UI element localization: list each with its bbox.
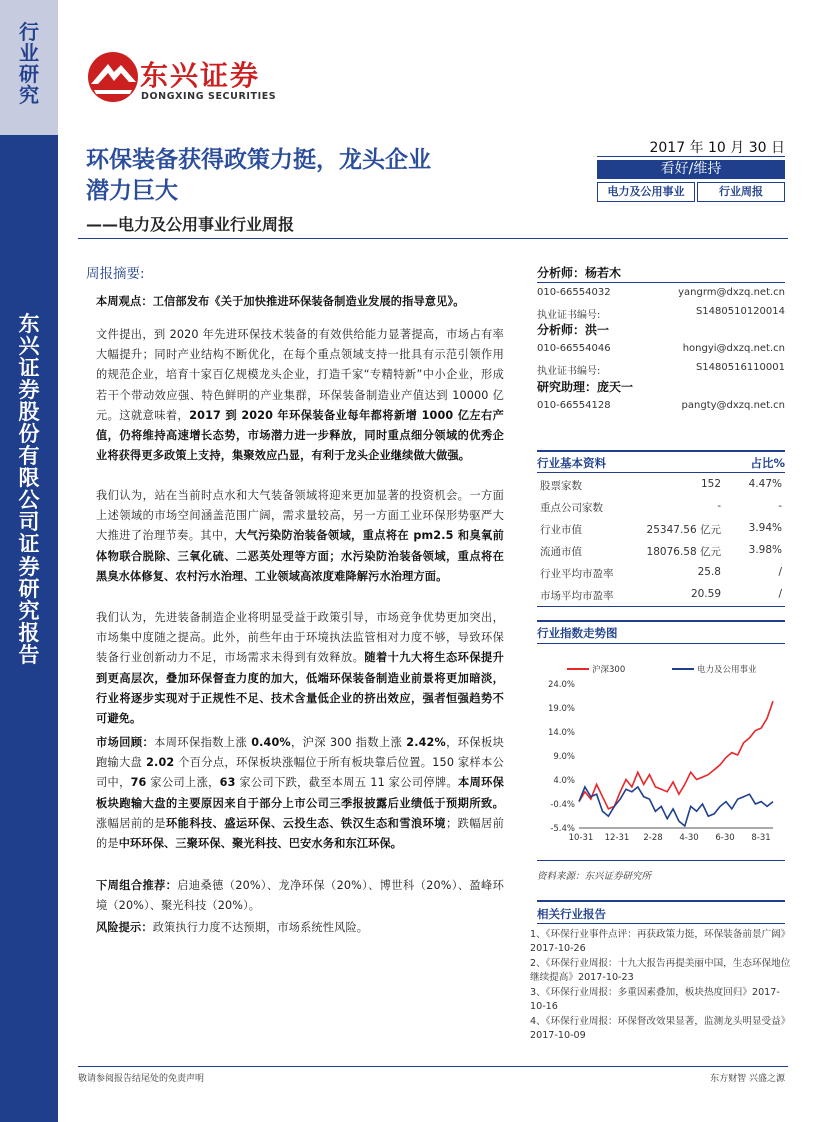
x-tick-label: 10-31	[568, 833, 594, 843]
paragraph-risk	[96, 918, 504, 938]
analyst-2-phone: 010-66554046	[537, 343, 611, 354]
view-label: 本周观点：	[96, 295, 153, 308]
review-hs300-change: 2.42%	[406, 736, 446, 749]
row-pct: -	[778, 500, 782, 512]
view-text: 工信部发布《关于加快推进环保装备制造业发展的指导意见》。	[152, 295, 465, 308]
logo-chinese-name: 东兴证券	[140, 59, 261, 92]
sidebar-char: 究	[19, 83, 39, 107]
review-gap: 2.02	[146, 756, 175, 770]
analyst-2-cert-label: 执业证书编号:	[537, 366, 601, 377]
sidebar-char: 业	[19, 41, 39, 65]
related-title: 相关行业报告	[537, 907, 606, 921]
related-report-3[interactable]: 3、《环保行业周报：多重因素叠加，板块热度回归》2017-10-16	[530, 987, 780, 1012]
row-label: 行业市值	[540, 524, 582, 536]
portfolio-label: 下周组合推荐：	[96, 879, 178, 892]
related-top-rule	[537, 900, 785, 902]
analyst-1-name: 分析师：杨若木	[537, 266, 622, 280]
related-report-4[interactable]: 4、《环保行业周报：环保督改效果显著，监测龙头明显受益》2017-10-09	[530, 1016, 791, 1041]
outlook-highlight: 随着十九大将生态环保提升到更高层次，叠加环保督查力度的加大，低端环保装备制造业前景将更加暗淡，行业将逐步实现对于正规性不足、技术含量低企业的挤出效应，强者恒强趋势不可避免。	[96, 651, 504, 726]
title-line-1: 环保装备获得政策力挺，龙头企业	[86, 147, 431, 173]
analyst-1-email: yangrm@dxzq.net.cn	[678, 287, 785, 298]
summary-heading: 周报摘要:	[86, 266, 145, 282]
sidebar-bottom-band	[0, 135, 58, 1122]
review-index-change: 0.40%	[251, 736, 291, 749]
analyst-2-email: hongyi@dxzq.net.cn	[682, 343, 785, 354]
footer-divider	[78, 1066, 788, 1067]
y-tick-label: 14.0%	[547, 728, 575, 738]
row-value: 18076.58 亿元	[646, 546, 721, 558]
row-value: 20.59	[690, 588, 721, 600]
sidebar-char: 股	[18, 400, 40, 425]
risk-text: 政策执行力度不达预期，市场系统性风险。	[152, 921, 369, 934]
review-up-count: 76	[130, 776, 147, 790]
analyst-2-name: 分析师：洪一	[537, 323, 610, 337]
y-tick-label: -5.4%	[550, 824, 575, 834]
review-reason: 本周环保板块跑输大盘的主要原因来自于部分上市公司三季报披露后业绩低于预期所致。	[96, 776, 504, 810]
chart-legend	[567, 664, 757, 675]
analyst-2-cert: S1480516110001	[695, 362, 785, 373]
sidebar-char: 研	[18, 576, 40, 601]
y-tick-label: -0.4%	[550, 800, 575, 810]
x-tick-label: 8-31	[751, 833, 771, 843]
basic-info-top-rule	[537, 450, 785, 452]
sidebar-char: 证	[18, 532, 40, 557]
review-text-b: ，沪深 300 指数上涨	[290, 736, 407, 749]
sidebar-char: 究	[18, 598, 40, 623]
chart-axes	[548, 680, 773, 843]
row-pct: /	[778, 588, 782, 600]
row-label: 市场平均市盈率	[540, 590, 614, 602]
outlook-text: 我们认为，先进装备制造企业将明显受益于政策引导，市场竞争优势更加突出，市场集中度随之提高。此外，前些年由于环境执法监管相对力度不够，导致环保装备行业创新动力不足，市场需求未得到有效释放。	[96, 611, 504, 665]
sidebar-char: 东	[18, 312, 40, 336]
legend-label-sector: 电力及公用事业	[697, 665, 757, 675]
portfolio-text: 启迪桑德（20%）、龙净环保（20%）、博世科（20%）、盈峰环境（20%）、聚光科技（20%）。	[96, 879, 504, 913]
chart-bottom-rule	[537, 860, 785, 861]
sidebar-char: 限	[18, 466, 40, 491]
row-value: 152	[700, 478, 721, 490]
review-text-d: 个百分点，环保板块涨幅位于所有板块靠后位置。150 家样本公司中，	[96, 756, 504, 790]
logo-english-name: DONGXING SECURITIES	[141, 91, 277, 102]
basic-info-header-rule	[537, 472, 785, 473]
sidebar-char: 公	[18, 488, 40, 513]
row-label: 行业平均市盈率	[540, 568, 614, 580]
footer-slogan: 东方财智 兴盛之源	[710, 1074, 785, 1084]
row-label: 重点公司家数	[540, 502, 603, 514]
basic-info-share-header: 占比%	[750, 456, 785, 470]
sidebar-char: 份	[18, 422, 40, 447]
review-top-losers: 中环环保、三聚环保、聚光科技、巴安水务和东江环保。	[118, 837, 403, 851]
sidebar-char: 研	[19, 62, 39, 86]
report-subtitle: ——电力及公用事业行业周报	[86, 215, 295, 234]
sidebar-char: 兴	[18, 334, 40, 359]
assistant-phone: 010-66554128	[537, 400, 611, 411]
table-row	[537, 518, 785, 540]
title-line-2: 潜力巨大	[86, 178, 178, 204]
basic-info-bottom-rule	[537, 606, 785, 607]
x-tick-label: 2-28	[643, 833, 663, 843]
basic-info-title: 行业基本资料	[537, 456, 606, 470]
chart-top-rule	[537, 620, 785, 622]
category-report-type: 行业周报	[697, 182, 785, 202]
risk-label: 风险提示：	[96, 921, 153, 934]
rating-badge: 看好/维持	[597, 160, 785, 179]
review-label: 市场回顾：	[96, 736, 155, 749]
row-value: 25347.56 亿元	[646, 524, 721, 536]
index-trend-chart	[537, 660, 785, 848]
x-tick-label: 12-31	[604, 833, 630, 843]
sidebar-char: 行	[19, 20, 39, 44]
sidebar-char: 告	[18, 642, 40, 667]
sidebar-char: 司	[18, 510, 40, 535]
report-title	[86, 145, 526, 207]
review-top-gainers: 环能科技、盛运环保、云投生态、铁汉生态和雪浪环境	[166, 816, 446, 830]
x-tick-label: 6-30	[715, 833, 735, 843]
category-sector: 电力及公用事业	[597, 182, 695, 202]
sidebar-char: 证	[18, 356, 40, 381]
sidebar-char: 券	[18, 554, 40, 579]
row-value: 25.8	[697, 566, 721, 578]
chart-source: 资料来源：东兴证券研究所	[537, 871, 652, 882]
analyst-divider	[537, 282, 785, 283]
series-line-hs300	[579, 701, 773, 809]
review-text-a: 本周环保指数上涨	[154, 736, 252, 749]
y-tick-label: 24.0%	[547, 680, 575, 690]
review-text-c: ，环保板块跑输大盘	[96, 736, 504, 770]
opportunity-text: 我们认为，站在当前时点水和大气装备领域将迎来更加显著的投资机会。一方面上述领域的市场空间涵盖范围广阔，需求量较高，另一方面工业环保形势驱严大大推进了治理节奏。其中，	[96, 489, 504, 543]
related-header-rule	[537, 923, 785, 924]
review-text-e: 家公司上涨，	[146, 776, 220, 790]
x-tick-label: 4-30	[679, 833, 699, 843]
related-report-2[interactable]: 2、《环保行业周报：十九大报告再提美丽中国，生态环保地位继续提高》2017-10-23	[530, 958, 791, 983]
assistant-name: 研究助理：庞天一	[537, 380, 634, 394]
footer-disclaimer: 敬请参阅报告结尾处的免责声明	[78, 1074, 205, 1084]
table-row	[537, 474, 785, 496]
sidebar-bottom-text	[0, 313, 58, 666]
y-tick-label: 4.0%	[553, 776, 575, 786]
paragraph-market-review	[96, 733, 504, 854]
analyst-1-cert-label: 执业证书编号:	[537, 310, 601, 321]
table-row	[537, 584, 785, 606]
review-text-j: ；跌幅居前的是	[96, 816, 504, 851]
policy-text: 文件提出，到 2020 年先进环保技术装备的有效供给能力显著提高，市场占有率大幅提升；同时产业结构不断优化，在每个重点领域支持一批具有示范引领作用的规范企业，培育十家百亿规模龙头企业，打造千家“专精特新”中小企业，形成若干个带动效应强、特色鲜明的产业集群，环保装备制造业产值达到 10000 亿元。这就意味着，	[96, 328, 504, 422]
table-row	[537, 496, 785, 518]
related-report-1[interactable]: 1、《环保行业事件点评：再获政策力挺，环保装备前景广阔》2017-10-26	[530, 929, 791, 954]
analyst-1-cert: S1480510120014	[695, 306, 785, 317]
review-text-f: 家公司下跌，截至本周五 11 家公司停牌。	[235, 776, 459, 790]
row-pct: /	[778, 566, 782, 578]
review-down-count: 63	[219, 776, 236, 790]
paragraph-outlook	[96, 608, 504, 729]
y-tick-label: 19.0%	[547, 704, 575, 714]
table-row	[537, 562, 785, 584]
review-text-h: 涨幅居前的是	[96, 816, 166, 830]
row-pct: 3.94%	[748, 522, 782, 534]
chart-lines	[579, 701, 773, 826]
sidebar-top-band	[0, 0, 58, 135]
sidebar-top-text	[0, 22, 58, 106]
sidebar-char: 券	[18, 378, 40, 403]
policy-highlight: 2017 到 2020 年环保装备业每年都将新增 1000 亿左右产值，仍将维持高速增长态势，市场潜力进一步释放，同时重点细分领域的优秀企业将获得更多政策上支持，集聚效应凸显，有利于龙头企业继续做大做强。	[96, 408, 504, 463]
row-pct: 4.47%	[748, 478, 782, 490]
sidebar-char: 报	[18, 620, 40, 645]
assistant-email: pangty@dxzq.net.cn	[681, 400, 785, 411]
opportunity-highlight: 大气污染防治装备领域，重点将在 pm2.5 和臭氧前体物联合脱除、三氧化硫、二恶英处理等方面；水污染防治装备领域，重点将在黑臭水体修复、农村污水治理、工业领域高浓度难降解污水治理方面。	[96, 529, 504, 583]
chart-title: 行业指数走势图	[537, 626, 618, 640]
report-date: 2017 年 10 月 30 日	[649, 140, 785, 156]
table-row	[537, 540, 785, 562]
analyst-1-phone: 010-66554032	[537, 287, 611, 298]
header-divider	[78, 238, 788, 239]
row-label: 股票家数	[540, 480, 582, 492]
row-pct: 3.98%	[748, 544, 782, 556]
paragraph-opportunity	[96, 486, 504, 587]
y-tick-label: 9.0%	[553, 752, 575, 762]
paragraph-view	[96, 292, 504, 312]
paragraph-policy	[96, 325, 504, 466]
row-value: -	[717, 500, 721, 512]
sidebar-char: 有	[18, 444, 40, 469]
date-underline	[597, 156, 785, 157]
chart-header-rule	[537, 643, 785, 644]
legend-label-hs300: 沪深300	[592, 665, 626, 675]
paragraph-portfolio	[96, 876, 504, 916]
row-label: 流通市值	[540, 546, 582, 558]
